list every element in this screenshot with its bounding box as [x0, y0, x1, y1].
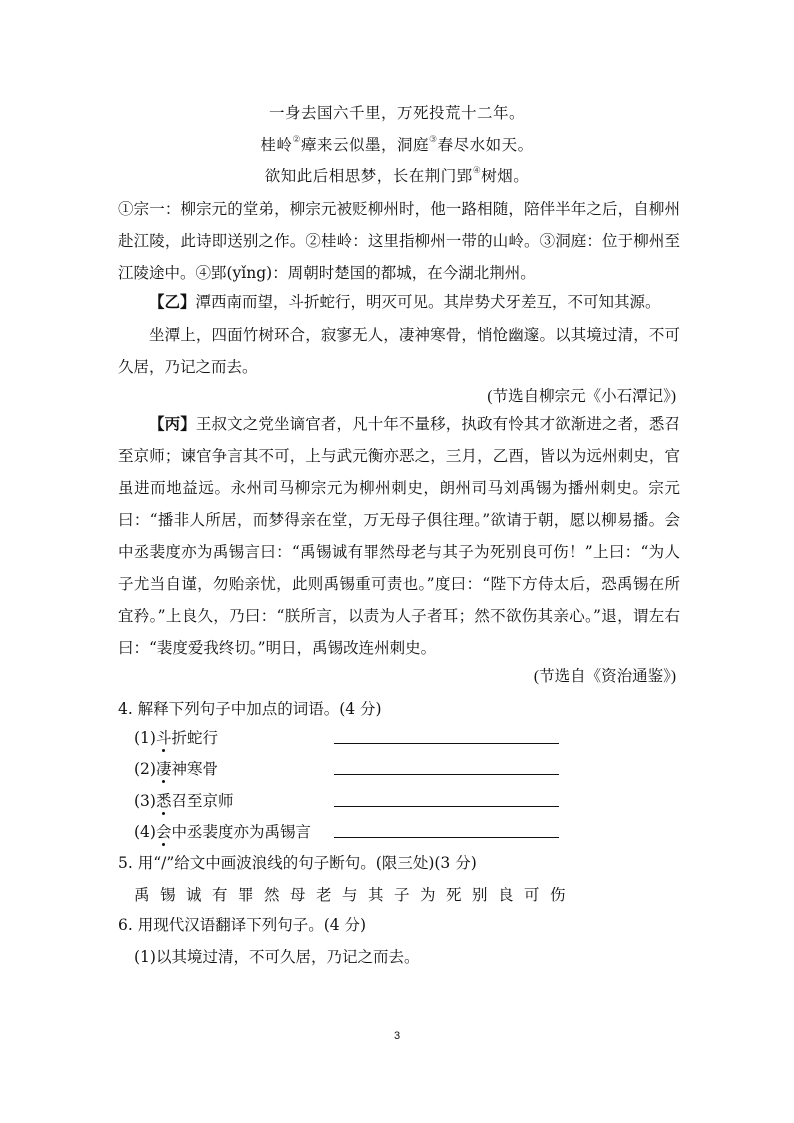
question-5-sentence: 禹锡诚有罪然母老与其子为死别良可伤 [134, 886, 577, 904]
poem-notes: ①宗一：柳宗元的堂弟，柳宗元被贬柳州时，他一路相随，陪伴半年之后，自柳州赴江陵，此诗即送别之作。②桂岭：这里指柳州一带的山岭。③洞庭：位于柳州至江陵途中。④郢(yǐng)：周朝时楚国的都城，在今湖北荆州。 [118, 200, 680, 282]
footnote-marker-4: ④ [472, 165, 482, 176]
passage-bing-source: (节选自《资治通鉴》) [533, 668, 676, 685]
q4-item-3-rest: 召至京师 [171, 792, 234, 810]
question-4-title: 4. 解释下列句子中加点的词语。(4 分) [118, 700, 382, 718]
passage-yi-p1 [118, 286, 680, 318]
poem-line-1: 一身去国六千里，万死投荒十二年。 [268, 104, 525, 122]
q4-item-2-rest: 神寒骨 [171, 760, 218, 778]
answer-blank-q4-1[interactable] [334, 742, 559, 744]
passage-yi-label: 【乙】 [149, 292, 196, 311]
poem-line-3 [0, 164, 794, 186]
passage-yi-source: (节选自柳宗元《小石潭记》) [487, 388, 676, 405]
q4-item-1-rest: 折蛇行 [171, 729, 218, 747]
question-4-item-2 [134, 757, 218, 779]
q4-item-4-dotted-word: 会 [155, 823, 172, 841]
answer-blank-q4-2[interactable] [334, 773, 559, 775]
passage-yi-p1-text: 潭西南而望，斗折蛇行，明灭可见。其岸势犬牙差互，不可知其源。 [195, 293, 661, 311]
passage-bing-label: 【丙】 [149, 414, 196, 433]
question-4-item-1 [134, 726, 218, 748]
question-5-title: 5. 用“/”给文中画波浪线的句子断句。(限三处)(3 分) [118, 854, 477, 872]
question-4-item-3 [134, 789, 234, 811]
question-4-item-4 [134, 820, 311, 842]
q4-item-4-rest: 中丞裴度亦为禹锡言 [171, 823, 311, 841]
poem-line-2-part-b: 瘴来云似墨，洞庭 [300, 136, 429, 154]
poem-line-2 [0, 133, 794, 155]
q4-item-2-prefix: (2) [134, 760, 156, 778]
poem-line-3-part-a: 欲知此后相思梦，长在荆门郢 [264, 167, 473, 185]
q4-item-3-dotted-word: 悉 [155, 792, 172, 810]
q4-item-1-dotted-word: 斗 [155, 729, 172, 747]
passage-bing-text: 王叔文之党坐谪官者，凡十年不量移，执政有怜其才欲渐进之者，悉召至京师；谏官争言其不可，上与武元衡亦恶之，三月，乙酉，皆以为远州刺史，官虽进而地益远。永州司马柳宗元为柳州刺史，朗州司马刘禹锡为播州刺史。宗元曰：“播非人所居，而梦得亲在堂，万无母子俱往理。”欲请于朝，愿以柳易播。会中丞裴度亦为禹锡言曰：“禹锡诚有罪然母老与其子为死别良可伤！”上曰：“为人子尤当自谨，勿贻亲忧，此则禹锡重可责也。”度曰：“陛下方侍太后，恐禹锡在所宜矜。”上良久，乃曰：“朕所言，以责为人子者耳；然不欲伤其亲心。”退，谓左右曰：“裴度爱我终切。”明日，禹锡改连州刺史。 [118, 415, 680, 657]
passage-bing [118, 408, 680, 664]
passage-yi-p2: 坐潭上，四面竹树环合，寂寥无人，凄神寒骨，悄怆幽邃。以其境过清，不可久居，乃记之而去。 [118, 326, 680, 376]
footnote-marker-2: ② [292, 134, 301, 145]
answer-blank-q4-4[interactable] [334, 836, 559, 838]
q4-item-2-dotted-word: 凄 [155, 760, 172, 778]
question-6-item-1: (1)以其境过清，不可久居，乃记之而去。 [134, 948, 420, 966]
question-6-title: 6. 用现代汉语翻译下列句子。(4 分) [118, 916, 367, 934]
poem-line-2-part-c: 春尽水如天。 [437, 136, 534, 154]
footnote-marker-3: ③ [429, 134, 438, 145]
q4-item-3-prefix: (3) [134, 792, 156, 810]
poem-line-3-part-b: 树烟。 [481, 167, 530, 185]
answer-blank-q4-3[interactable] [334, 805, 559, 807]
q4-item-4-prefix: (4) [134, 823, 156, 841]
q4-item-1-prefix: (1) [134, 729, 156, 747]
poem-line-2-part-a: 桂岭 [260, 136, 293, 154]
page-number: 3 [393, 1030, 401, 1042]
